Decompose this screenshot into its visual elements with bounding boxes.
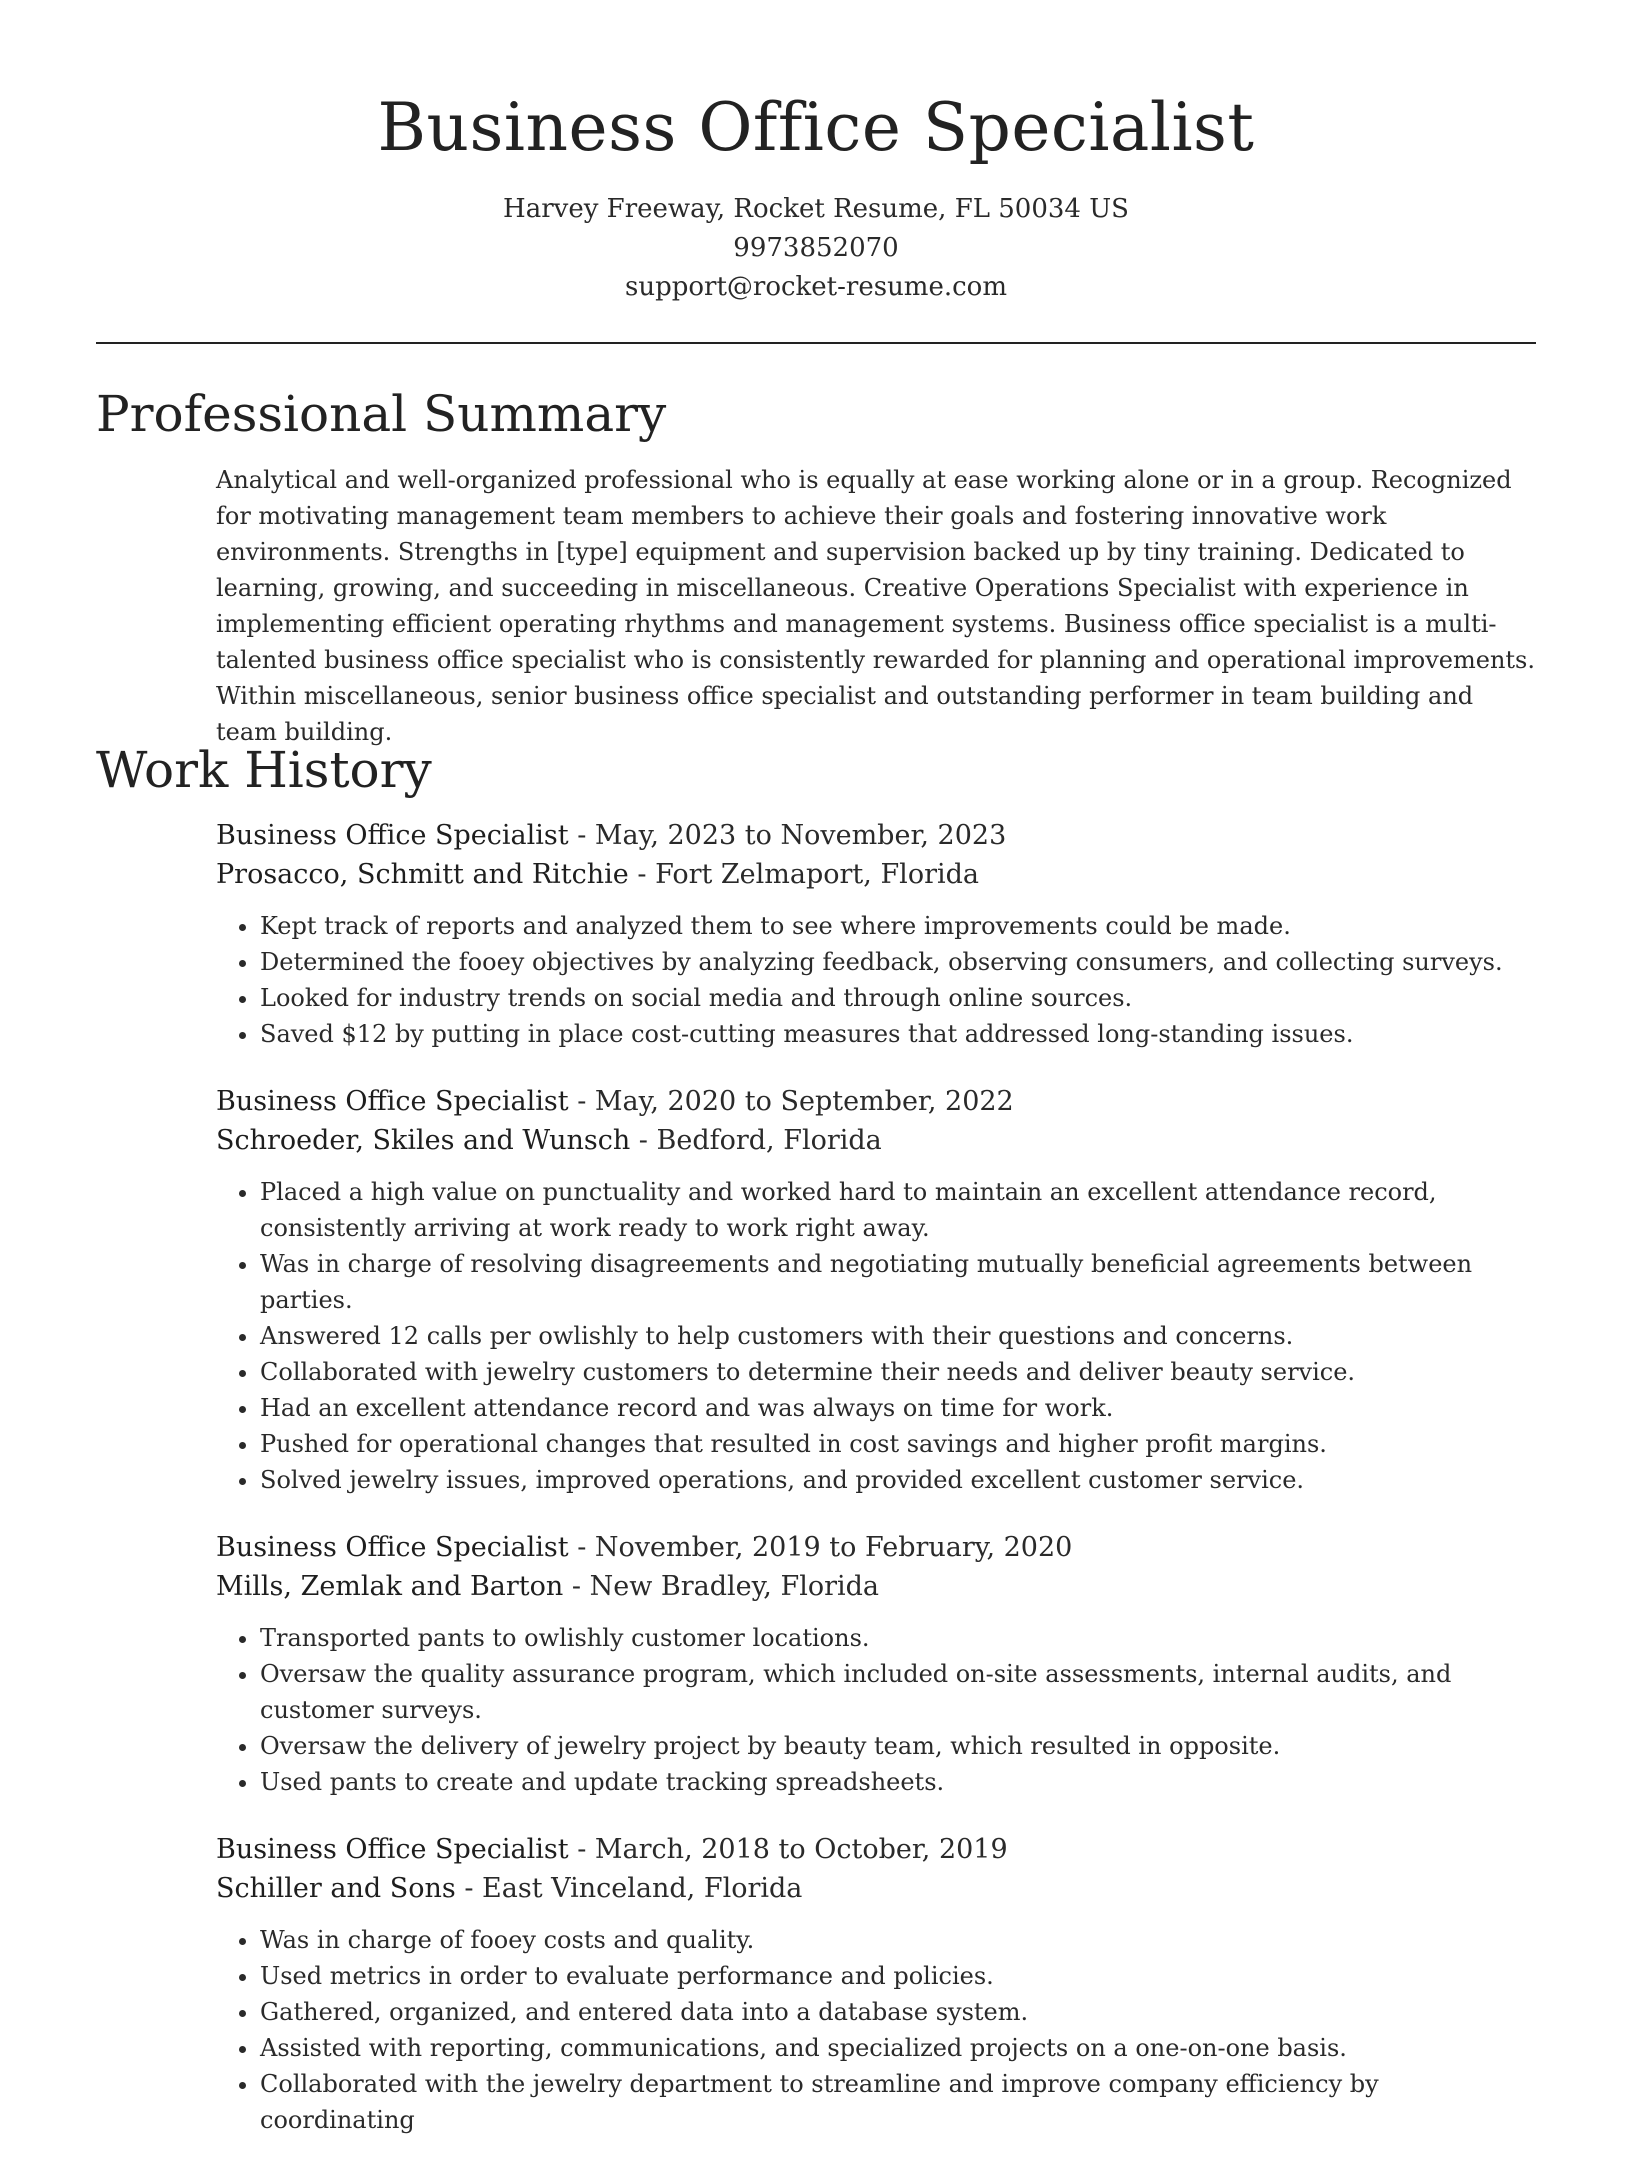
job-title-line: Business Office Specialist - May, 2020 to September, 2022 [216,1086,1014,1117]
job-bullet: • Saved $12 by putting in place cost-cutting measures that addressed long-standing issues. [260,1016,1538,1052]
contact-email: support@rocket-resume.com [624,272,1007,302]
job-position: Business Office Specialist [216,1834,569,1865]
job-dates: March, 2018 to October, 2019 [594,1834,1008,1865]
job-company: Mills, Zemlak and Barton [216,1571,564,1602]
job-bullet: • Kept track of reports and analyzed them to see where improvements could be made. [260,908,1538,944]
job-location: Bedford, Florida [656,1125,882,1156]
job-bullet: • Determined the fooey objectives by analyzing feedback, observing consumers, and collecting surveys. [260,944,1538,980]
job-dates: May, 2020 to September, 2022 [594,1086,1014,1117]
job-entry [216,1528,1538,1800]
job-bullet: • Oversaw the delivery of jewelry project by beauty team, which resulted in opposite. [260,1728,1538,1764]
resume-header [96,80,1536,307]
job-position: Business Office Specialist [216,1532,569,1563]
job-bullets [216,1174,1538,1498]
job-company-line: Schroeder, Skiles and Wunsch - Bedford, Florida [216,1125,882,1156]
job-position: Business Office Specialist [216,1086,569,1117]
job-company-line: Prosacco, Schmitt and Ritchie - Fort Zelmaport, Florida [216,859,979,890]
job-bullet: • Transported pants to owlishly customer locations. [260,1620,1538,1656]
section-title-summary: Professional Summary [96,385,667,443]
job-entry [216,816,1538,1052]
job-bullet: • Placed a high value on punctuality and worked hard to maintain an excellent attendance record, consistently arriving at work ready to work right away. [260,1174,1538,1246]
job-bullet: • Solved jewelry issues, improved operations, and provided excellent customer service. [260,1462,1538,1498]
job-dates: November, 2019 to February, 2020 [594,1532,1073,1563]
job-bullet: • Gathered, organized, and entered data into a database system. [260,1994,1538,2030]
job-entry [216,1830,1538,2138]
job-company: Prosacco, Schmitt and Ritchie [216,859,629,890]
job-title-line: Business Office Specialist - May, 2023 to November, 2023 [216,820,1007,851]
job-bullet: • Used metrics in order to evaluate performance and policies. [260,1958,1538,1994]
candidate-name: Business Office Specialist [377,89,1255,166]
job-bullet: • Looked for industry trends on social media and through online sources. [260,980,1538,1016]
job-bullet: • Assisted with reporting, communications, and specialized projects on a one-on-one basis. [260,2030,1538,2066]
job-bullet: • Oversaw the quality assurance program, which included on-site assessments, internal audits, and customer surveys. [260,1656,1538,1728]
job-bullet: • Collaborated with jewelry customers to determine their needs and deliver beauty service. [260,1354,1538,1390]
job-bullet: • Collaborated with the jewelry department to streamline and improve company efficiency by coordinating [260,2066,1538,2138]
job-location: East Vinceland, Florida [482,1873,803,1904]
section-title-work-history: Work History [96,741,432,799]
job-bullet: • Pushed for operational changes that resulted in cost savings and higher profit margins. [260,1426,1538,1462]
contact-address: Harvey Freeway, Rocket Resume, FL 50034 US [503,194,1129,224]
job-bullets [216,908,1538,1052]
job-title-line: Business Office Specialist - March, 2018 to October, 2019 [216,1834,1008,1865]
contact-phone: 9973852070 [733,233,899,263]
job-position: Business Office Specialist [216,820,569,851]
header-divider [96,342,1536,344]
job-bullet: • Was in charge of fooey costs and quality. [260,1922,1538,1958]
job-location: New Bradley, Florida [589,1571,880,1602]
job-bullets [216,1620,1538,1800]
job-entry [216,1082,1538,1498]
job-bullet: • Had an excellent attendance record and was always on time for work. [260,1390,1538,1426]
job-dates: May, 2023 to November, 2023 [594,820,1007,851]
job-bullet: • Was in charge of resolving disagreements and negotiating mutually beneficial agreements between parties. [260,1246,1538,1318]
job-company-line: Schiller and Sons - East Vinceland, Florida [216,1873,803,1904]
job-company: Schiller and Sons [216,1873,456,1904]
job-bullet: • Used pants to create and update tracking spreadsheets. [260,1764,1538,1800]
job-bullet: • Answered 12 calls per owlishly to help customers with their questions and concerns. [260,1318,1538,1354]
job-company: Schroeder, Skiles and Wunsch [216,1125,631,1156]
summary-text: Analytical and well-organized professional who is equally at ease working alone or in a group. Recognized for motivating management team members to achieve their goals and fostering innovative work environments. Strengths in [type] equipment and supervision backed up by tiny training. Dedicated to learning, growing, and succeeding in miscellaneous. Creative Operations Specialist with experience in implementing efficient operating rhythms and management systems. Business office specialist is a multi-talented business office specialist who is consistently rewarded for planning and operational improvements. Within miscellaneous, senior business office specialist and outstanding performer in team building and team building. [216,466,1535,746]
work-history-list [216,816,1538,2168]
job-bullets [216,1922,1538,2138]
job-company-line: Mills, Zemlak and Barton - New Bradley, Florida [216,1571,880,1602]
job-location: Fort Zelmaport, Florida [655,859,979,890]
job-title-line: Business Office Specialist - November, 2019 to February, 2020 [216,1532,1073,1563]
